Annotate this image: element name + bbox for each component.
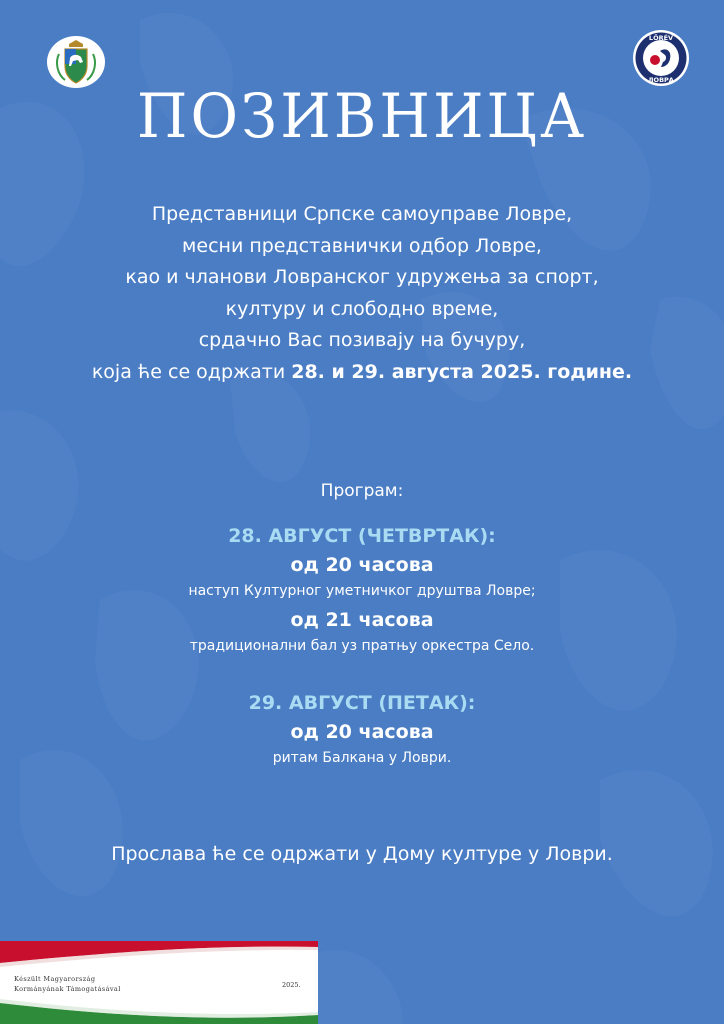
- program-day-2: [0, 688, 724, 773]
- intro-line-dates: [0, 357, 724, 389]
- invitation-text: [0, 199, 724, 388]
- club-logo: [632, 29, 690, 87]
- venue-note: Прослава ће се одржати у Дому културе у Ловри.: [111, 843, 613, 865]
- intro-line: месни представнички одбор Ловре,: [182, 234, 542, 257]
- day-heading: 28. АВГУСТ (ЧЕТВРТАК):: [228, 525, 496, 547]
- program-label: Програм:: [320, 481, 404, 501]
- event-time: од 21 часова: [290, 609, 434, 631]
- footer-support-text: [14, 974, 121, 994]
- intro-line: као и чланови Ловранског удружења за спорт,: [125, 266, 599, 288]
- club-logo-text-bottom: ЛОВРА: [648, 76, 674, 84]
- event-description: ритам Балкана у Ловри.: [272, 750, 452, 766]
- footer-line-1: Készült Magyarország: [14, 975, 96, 983]
- program-day-1: [0, 521, 724, 661]
- event-description: традиционални бал уз пратњу оркестра Село.: [189, 638, 535, 654]
- day-heading: 29. АВГУСТ (ПЕТАК):: [248, 692, 476, 714]
- government-support-footer: [0, 941, 318, 1024]
- event-time: од 20 часова: [290, 554, 434, 576]
- event-description: наступ Културног уметничког друштва Ловре;: [188, 583, 536, 599]
- page-title: ПОЗИВНИЦА: [136, 80, 588, 152]
- intro-line: Представници Српске самоуправе Ловре,: [151, 203, 573, 225]
- event-time: од 20 часова: [290, 721, 434, 743]
- intro-line: срдачно Вас позивају на бучуру,: [198, 329, 526, 351]
- club-logo-text-top: LŐRÉV: [648, 34, 674, 42]
- event-dates: 28. и 29. августа 2025. године.: [291, 360, 633, 383]
- intro-line: културу и слободно време,: [225, 297, 499, 320]
- footer-line-2: Kormányának Támogatásával: [14, 985, 121, 993]
- intro-dates-prefix: која ће се одржати: [91, 360, 292, 383]
- footer-year: 2025.: [282, 981, 301, 989]
